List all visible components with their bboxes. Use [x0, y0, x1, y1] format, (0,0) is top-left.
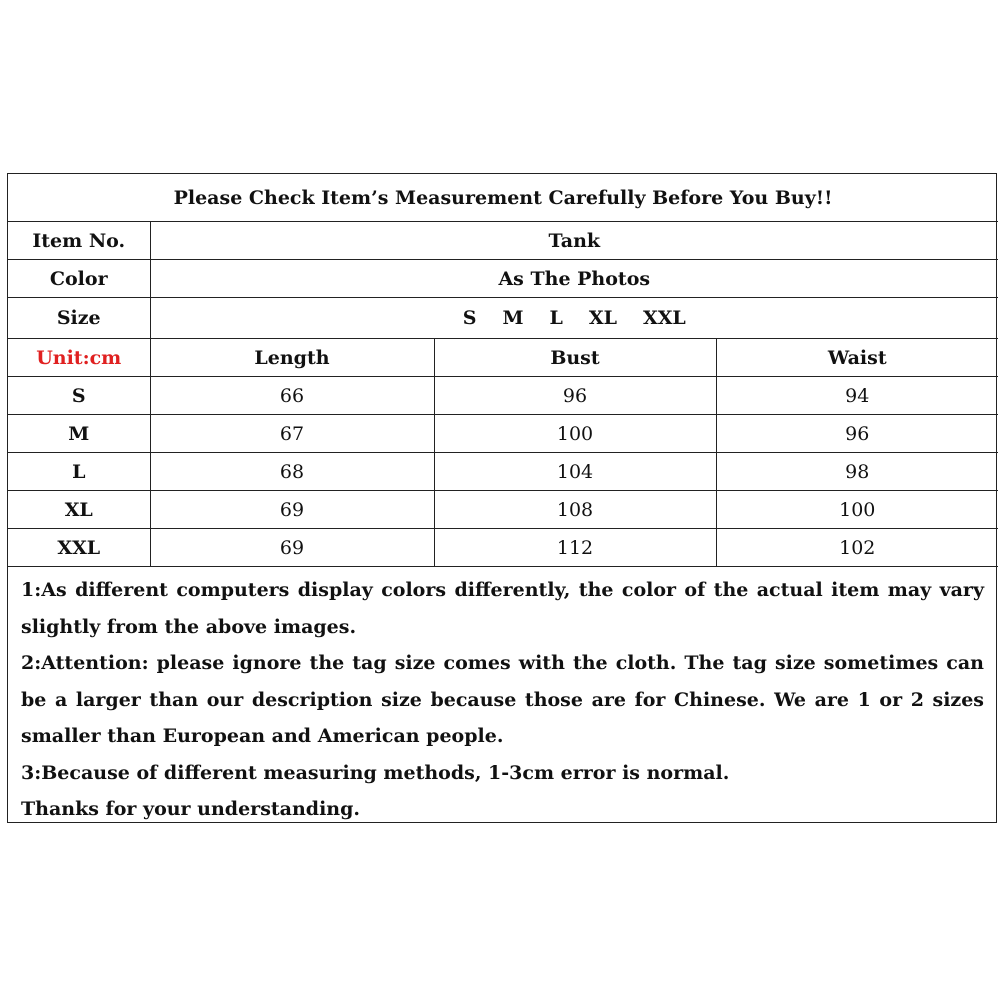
- waist-cell: 100: [716, 491, 998, 529]
- column-header-waist: Waist: [716, 339, 998, 377]
- row-size: XXL: [8, 529, 150, 567]
- waist-cell: 94: [716, 377, 998, 415]
- column-header-length: Length: [150, 339, 434, 377]
- row-size: XL: [8, 491, 150, 529]
- waist-cell: 102: [716, 529, 998, 567]
- bust-cell: 112: [434, 529, 716, 567]
- bust-cell: 100: [434, 415, 716, 453]
- bust-cell: 104: [434, 453, 716, 491]
- size-label: Size: [8, 298, 150, 339]
- size-option: XL: [588, 307, 617, 329]
- waist-cell: 96: [716, 415, 998, 453]
- unit-label: Unit:cm: [8, 339, 150, 377]
- length-cell: 69: [150, 491, 434, 529]
- row-size: S: [8, 377, 150, 415]
- row-size: L: [8, 453, 150, 491]
- table-row: [8, 377, 998, 415]
- length-cell: 68: [150, 453, 434, 491]
- length-cell: 67: [150, 415, 434, 453]
- size-list: [150, 298, 998, 339]
- bust-cell: 96: [434, 377, 716, 415]
- item-no-value: Tank: [150, 222, 998, 260]
- length-cell: 66: [150, 377, 434, 415]
- size-chart: [7, 173, 997, 823]
- size-option: XXL: [642, 307, 686, 329]
- table-row: [8, 529, 998, 567]
- note-1: 1:As different computers display colors differently, the color of the actual item may vary slightly from the above images.: [21, 579, 984, 638]
- item-no-label: Item No.: [8, 222, 150, 260]
- bust-cell: 108: [434, 491, 716, 529]
- waist-cell: 98: [716, 453, 998, 491]
- table-row: [8, 453, 998, 491]
- length-cell: 69: [150, 529, 434, 567]
- size-option: L: [549, 307, 563, 329]
- color-value: As The Photos: [150, 260, 998, 298]
- note-3: 3:Because of different measuring methods, 1-3cm error is normal.: [21, 761, 730, 784]
- notes-section: [8, 567, 996, 828]
- table-row: [8, 415, 998, 453]
- size-option: M: [502, 307, 524, 329]
- thanks-note: Thanks for your understanding.: [21, 798, 361, 820]
- column-header-bust: Bust: [434, 339, 716, 377]
- chart-title: Please Check Item’s Measurement Carefully Before You Buy!!: [8, 174, 998, 222]
- row-size: M: [8, 415, 150, 453]
- size-table: [8, 174, 998, 567]
- table-row: [8, 491, 998, 529]
- color-label: Color: [8, 260, 150, 298]
- note-2: 2:Attention: please ignore the tag size comes with the cloth. The tag size sometimes can be a larger than our description size because those are for Chinese. We are 1 or 2 sizes smaller than European and American people.: [21, 652, 984, 747]
- size-option: S: [462, 307, 477, 329]
